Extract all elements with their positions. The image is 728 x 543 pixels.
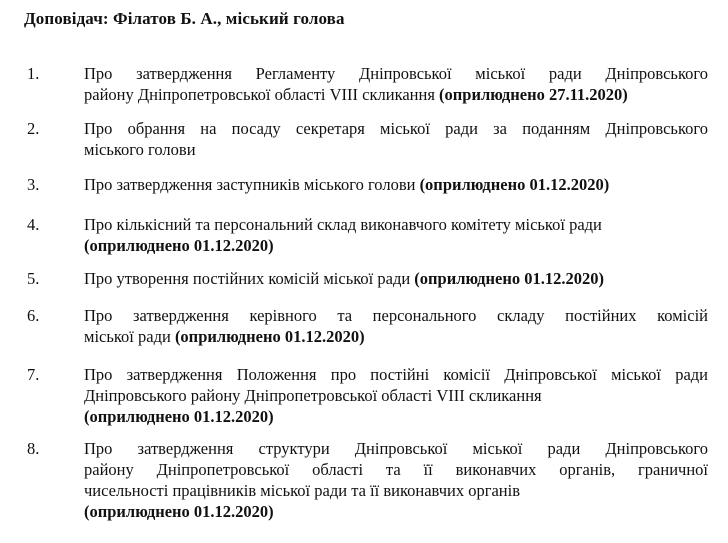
item-text-line <box>84 268 708 289</box>
item-text-line: Про затвердження керівного та персонального складу постійних комісій <box>84 306 708 325</box>
item-text-line: Про обрання на посаду секретаря міської ради за поданням Дніпровського <box>84 119 708 138</box>
item-text-line: міського голови <box>84 140 196 159</box>
item-text-line <box>84 326 708 347</box>
item-text <box>84 174 708 195</box>
item-number: 2. <box>27 119 40 138</box>
item-text <box>84 118 708 160</box>
item-text <box>84 305 708 347</box>
item-number: 5. <box>27 269 40 288</box>
item-text-line: Про затвердження Положення про постійні комісії Дніпровської міської ради <box>84 365 708 384</box>
item-text-line: Про затвердження структури Дніпровської міської ради Дніпровського <box>84 439 708 458</box>
item-text <box>84 268 708 289</box>
published-note: (оприлюднено 01.12.2020) <box>84 236 274 255</box>
item-number: 4. <box>27 215 40 234</box>
item-text-line <box>84 174 708 195</box>
item-number: 7. <box>27 365 40 384</box>
item-number: 1. <box>27 64 40 83</box>
item-text-line-part: району Дніпропетровської області VIII скликання <box>84 85 435 104</box>
published-note: (оприлюднено 01.12.2020) <box>84 407 274 426</box>
published-note: (оприлюднено 27.11.2020) <box>439 85 628 104</box>
item-text-line <box>84 84 708 105</box>
reporter-heading: Доповідач: Філатов Б. А., міський голова <box>24 9 345 28</box>
item-text-line: чисельності працівників міської ради та її виконавчих органів <box>84 481 521 500</box>
published-note: (оприлюднено 01.12.2020) <box>84 502 274 521</box>
item-number: 3. <box>27 175 40 194</box>
item-text <box>84 214 708 256</box>
item-text-line: Дніпровського району Дніпропетровської області VIII скликання <box>84 386 542 405</box>
published-note: (оприлюднено 01.12.2020) <box>414 269 604 288</box>
item-text-line: Про затвердження Регламенту Дніпровської міської ради Дніпровського <box>84 64 708 83</box>
item-text <box>84 63 708 105</box>
item-number: 8. <box>27 439 40 458</box>
item-text-line-part: міської ради <box>84 327 171 346</box>
item-text <box>84 438 708 522</box>
item-text <box>84 364 708 427</box>
published-note: (оприлюднено 01.12.2020) <box>419 175 610 194</box>
published-note: (оприлюднено 01.12.2020) <box>174 327 365 346</box>
item-text-line-part: Про утворення постійних комісій міської ради <box>84 269 411 288</box>
item-text-line: району Дніпропетровської області та її виконавчих органів, граничної <box>84 460 708 479</box>
item-text-line-part: Про затвердження заступників міського голови <box>84 175 416 194</box>
item-number: 6. <box>27 306 40 325</box>
item-text-line: Про кількісний та персональний склад виконавчого комітету міської ради <box>84 215 602 234</box>
